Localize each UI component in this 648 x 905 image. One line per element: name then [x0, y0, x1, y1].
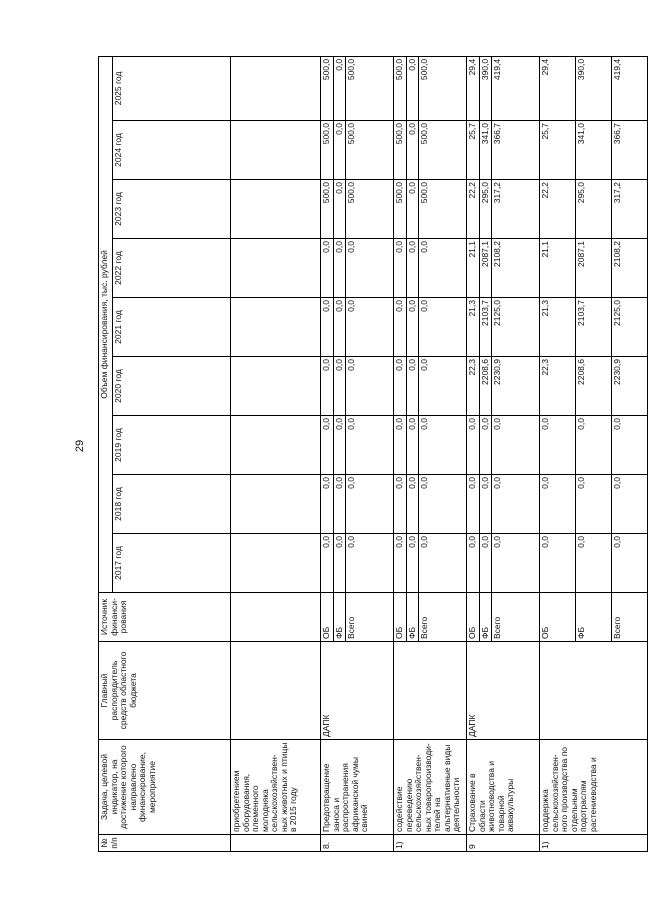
value-cell: 295,0: [576, 180, 612, 239]
value-cell: 0,0: [321, 239, 334, 298]
task-text: приобретением оборудования, племенного молодняка сельскохозяйствен-ных животных и птицы в 2015 году: [231, 740, 321, 835]
financing-sheet: [98, 57, 623, 852]
header-year: 2023 год: [113, 180, 231, 239]
value-cell: 2103,7: [479, 298, 492, 357]
manager-cell: [540, 642, 648, 740]
manager-cell: ДАПК: [467, 642, 540, 740]
value-cell: 22,3: [540, 357, 576, 416]
empty-cell: [231, 239, 321, 298]
table-row: [321, 56, 334, 851]
header-year: 2018 год: [113, 475, 231, 534]
value-cell: 366,7: [612, 121, 648, 180]
value-cell: 0,0: [540, 416, 576, 475]
value-cell: 0,0: [419, 534, 467, 593]
header-manager: Главный распорядитель средств областного бюджета: [99, 642, 231, 740]
value-cell: 2108,2: [492, 239, 540, 298]
value-cell: 0,0: [333, 534, 346, 593]
value-cell: 0,0: [321, 475, 334, 534]
value-cell: 0,0: [346, 239, 394, 298]
value-cell: 0,0: [540, 475, 576, 534]
value-cell: 500,0: [346, 180, 394, 239]
value-cell: 0,0: [333, 56, 346, 120]
value-cell: 0,0: [612, 534, 648, 593]
header-year: 2017 год: [113, 534, 231, 593]
value-cell: 390,0: [576, 56, 612, 120]
empty-cell: [231, 534, 321, 593]
financing-table: [98, 56, 648, 852]
value-cell: 0,0: [576, 475, 612, 534]
value-cell: 500,0: [321, 56, 334, 120]
value-cell: 0,0: [479, 534, 492, 593]
value-cell: 0,0: [406, 56, 419, 120]
value-cell: 419,4: [492, 56, 540, 120]
value-cell: 0,0: [479, 416, 492, 475]
value-cell: 0,0: [394, 298, 407, 357]
manager-cell: [231, 642, 321, 740]
value-cell: 2125,0: [492, 298, 540, 357]
source-cell: ФБ: [576, 593, 612, 642]
value-cell: 317,2: [492, 180, 540, 239]
value-cell: 0,0: [346, 475, 394, 534]
value-cell: 0,0: [612, 416, 648, 475]
header-year: 2022 год: [113, 239, 231, 298]
row-number: 8.: [321, 835, 394, 852]
value-cell: 0,0: [333, 416, 346, 475]
source-cell: Всего: [492, 593, 540, 642]
source-cell: ОБ: [540, 593, 576, 642]
source-cell: ФБ: [406, 593, 419, 642]
value-cell: 0,0: [419, 298, 467, 357]
value-cell: 0,0: [394, 475, 407, 534]
value-cell: 0,0: [419, 416, 467, 475]
table-row: [394, 56, 407, 851]
value-cell: 0,0: [346, 534, 394, 593]
header-source: Источник финанси-рования: [99, 593, 231, 642]
empty-cell: [231, 121, 321, 180]
value-cell: 2087,1: [576, 239, 612, 298]
value-cell: 2103,7: [576, 298, 612, 357]
value-cell: 0,0: [492, 534, 540, 593]
value-cell: 500,0: [321, 180, 334, 239]
value-cell: 2125,0: [612, 298, 648, 357]
value-cell: 0,0: [576, 534, 612, 593]
value-cell: 0,0: [333, 357, 346, 416]
source-cell: Всего: [612, 593, 648, 642]
row-number: 1): [540, 835, 648, 852]
value-cell: 25,7: [540, 121, 576, 180]
value-cell: 0,0: [321, 357, 334, 416]
value-cell: 0,0: [467, 534, 480, 593]
value-cell: 0,0: [333, 121, 346, 180]
value-cell: 0,0: [419, 357, 467, 416]
value-cell: 25,7: [467, 121, 480, 180]
value-cell: 0,0: [346, 298, 394, 357]
value-cell: 2208,6: [479, 357, 492, 416]
source-cell: ОБ: [321, 593, 334, 642]
value-cell: 0,0: [406, 416, 419, 475]
value-cell: 0,0: [540, 534, 576, 593]
value-cell: 500,0: [321, 121, 334, 180]
value-cell: 341,0: [576, 121, 612, 180]
value-cell: 0,0: [406, 298, 419, 357]
value-cell: 29,4: [540, 56, 576, 120]
value-cell: 0,0: [406, 534, 419, 593]
source-cell: ОБ: [467, 593, 480, 642]
value-cell: 21,1: [467, 239, 480, 298]
value-cell: 341,0: [479, 121, 492, 180]
value-cell: 22,3: [467, 357, 480, 416]
value-cell: 500,0: [394, 121, 407, 180]
value-cell: 0,0: [321, 534, 334, 593]
value-cell: 0,0: [394, 357, 407, 416]
value-cell: 500,0: [394, 56, 407, 120]
value-cell: 0,0: [419, 475, 467, 534]
value-cell: 317,2: [612, 180, 648, 239]
value-cell: 0,0: [394, 534, 407, 593]
table-row: [231, 56, 321, 851]
task-text: поддержка сельскохозяйствен-ного производства по отдельным подотраслям растениеводства и: [540, 740, 648, 835]
value-cell: 0,0: [321, 298, 334, 357]
source-cell: ОБ: [394, 593, 407, 642]
rotated-page-area: [98, 57, 623, 852]
value-cell: 500,0: [419, 56, 467, 120]
value-cell: 2208,6: [576, 357, 612, 416]
header-year: 2019 год: [113, 416, 231, 475]
value-cell: 2108,2: [612, 239, 648, 298]
header-num: № п/п: [99, 835, 231, 852]
source-cell: Всего: [346, 593, 394, 642]
value-cell: 0,0: [406, 121, 419, 180]
table-row: [467, 56, 480, 851]
value-cell: 390,0: [479, 56, 492, 120]
value-cell: 21,3: [540, 298, 576, 357]
table-row: [540, 56, 576, 851]
value-cell: 366,7: [492, 121, 540, 180]
row-number: 9: [467, 835, 540, 852]
value-cell: 0,0: [333, 180, 346, 239]
value-cell: 295,0: [479, 180, 492, 239]
task-text: содействие переведению сельскохозяйствен-ных товаропроизводи-телей на альтернативные виды деятельности: [394, 740, 467, 835]
value-cell: 0,0: [576, 416, 612, 475]
value-cell: 21,1: [540, 239, 576, 298]
value-cell: 0,0: [394, 239, 407, 298]
row-number: [231, 835, 321, 852]
value-cell: 0,0: [406, 357, 419, 416]
value-cell: 0,0: [333, 298, 346, 357]
empty-cell: [231, 56, 321, 120]
value-cell: 2087,1: [479, 239, 492, 298]
value-cell: 419,4: [612, 56, 648, 120]
value-cell: 0,0: [467, 416, 480, 475]
manager-cell: [394, 642, 467, 740]
value-cell: 500,0: [394, 180, 407, 239]
value-cell: 0,0: [612, 475, 648, 534]
source-cell: Всего: [419, 593, 467, 642]
header-volume: Объем финансирования, тыс. рублей: [99, 56, 113, 592]
value-cell: 0,0: [492, 475, 540, 534]
header-year: 2024 год: [113, 121, 231, 180]
value-cell: 0,0: [419, 239, 467, 298]
value-cell: 0,0: [406, 475, 419, 534]
value-cell: 0,0: [346, 416, 394, 475]
value-cell: 0,0: [321, 416, 334, 475]
value-cell: 500,0: [346, 56, 394, 120]
value-cell: 0,0: [333, 239, 346, 298]
value-cell: 0,0: [406, 239, 419, 298]
source-cell: ФБ: [479, 593, 492, 642]
empty-cell: [231, 357, 321, 416]
task-text: Страхование в области животноводства и товарной аквакультуры: [467, 740, 540, 835]
value-cell: 500,0: [419, 180, 467, 239]
value-cell: 0,0: [346, 357, 394, 416]
value-cell: 21,3: [467, 298, 480, 357]
value-cell: 0,0: [394, 416, 407, 475]
task-text: Предотвращение заноса и распространения африканской чумы свиней: [321, 740, 394, 835]
value-cell: 29,4: [467, 56, 480, 120]
value-cell: 2230,9: [492, 357, 540, 416]
value-cell: 0,0: [479, 475, 492, 534]
row-number: 1): [394, 835, 467, 852]
value-cell: 500,0: [346, 121, 394, 180]
header-year: 2021 год: [113, 298, 231, 357]
header-year: 2020 год: [113, 357, 231, 416]
empty-cell: [231, 298, 321, 357]
value-cell: 0,0: [333, 475, 346, 534]
page-number: 29: [74, 439, 86, 453]
header-year: 2025 год: [113, 56, 231, 120]
header-task: Задача, целевой индикатор, на достижение которого направлено финансирование, мероприятие: [99, 740, 231, 835]
empty-cell: [231, 180, 321, 239]
value-cell: 500,0: [419, 121, 467, 180]
value-cell: 0,0: [467, 475, 480, 534]
manager-cell: ДАПК: [321, 642, 394, 740]
empty-cell: [231, 475, 321, 534]
value-cell: 22,2: [467, 180, 480, 239]
value-cell: 2230,9: [612, 357, 648, 416]
value-cell: 0,0: [406, 180, 419, 239]
value-cell: 0,0: [492, 416, 540, 475]
value-cell: 22,2: [540, 180, 576, 239]
empty-cell: [231, 593, 321, 642]
empty-cell: [231, 416, 321, 475]
source-cell: ФБ: [333, 593, 346, 642]
